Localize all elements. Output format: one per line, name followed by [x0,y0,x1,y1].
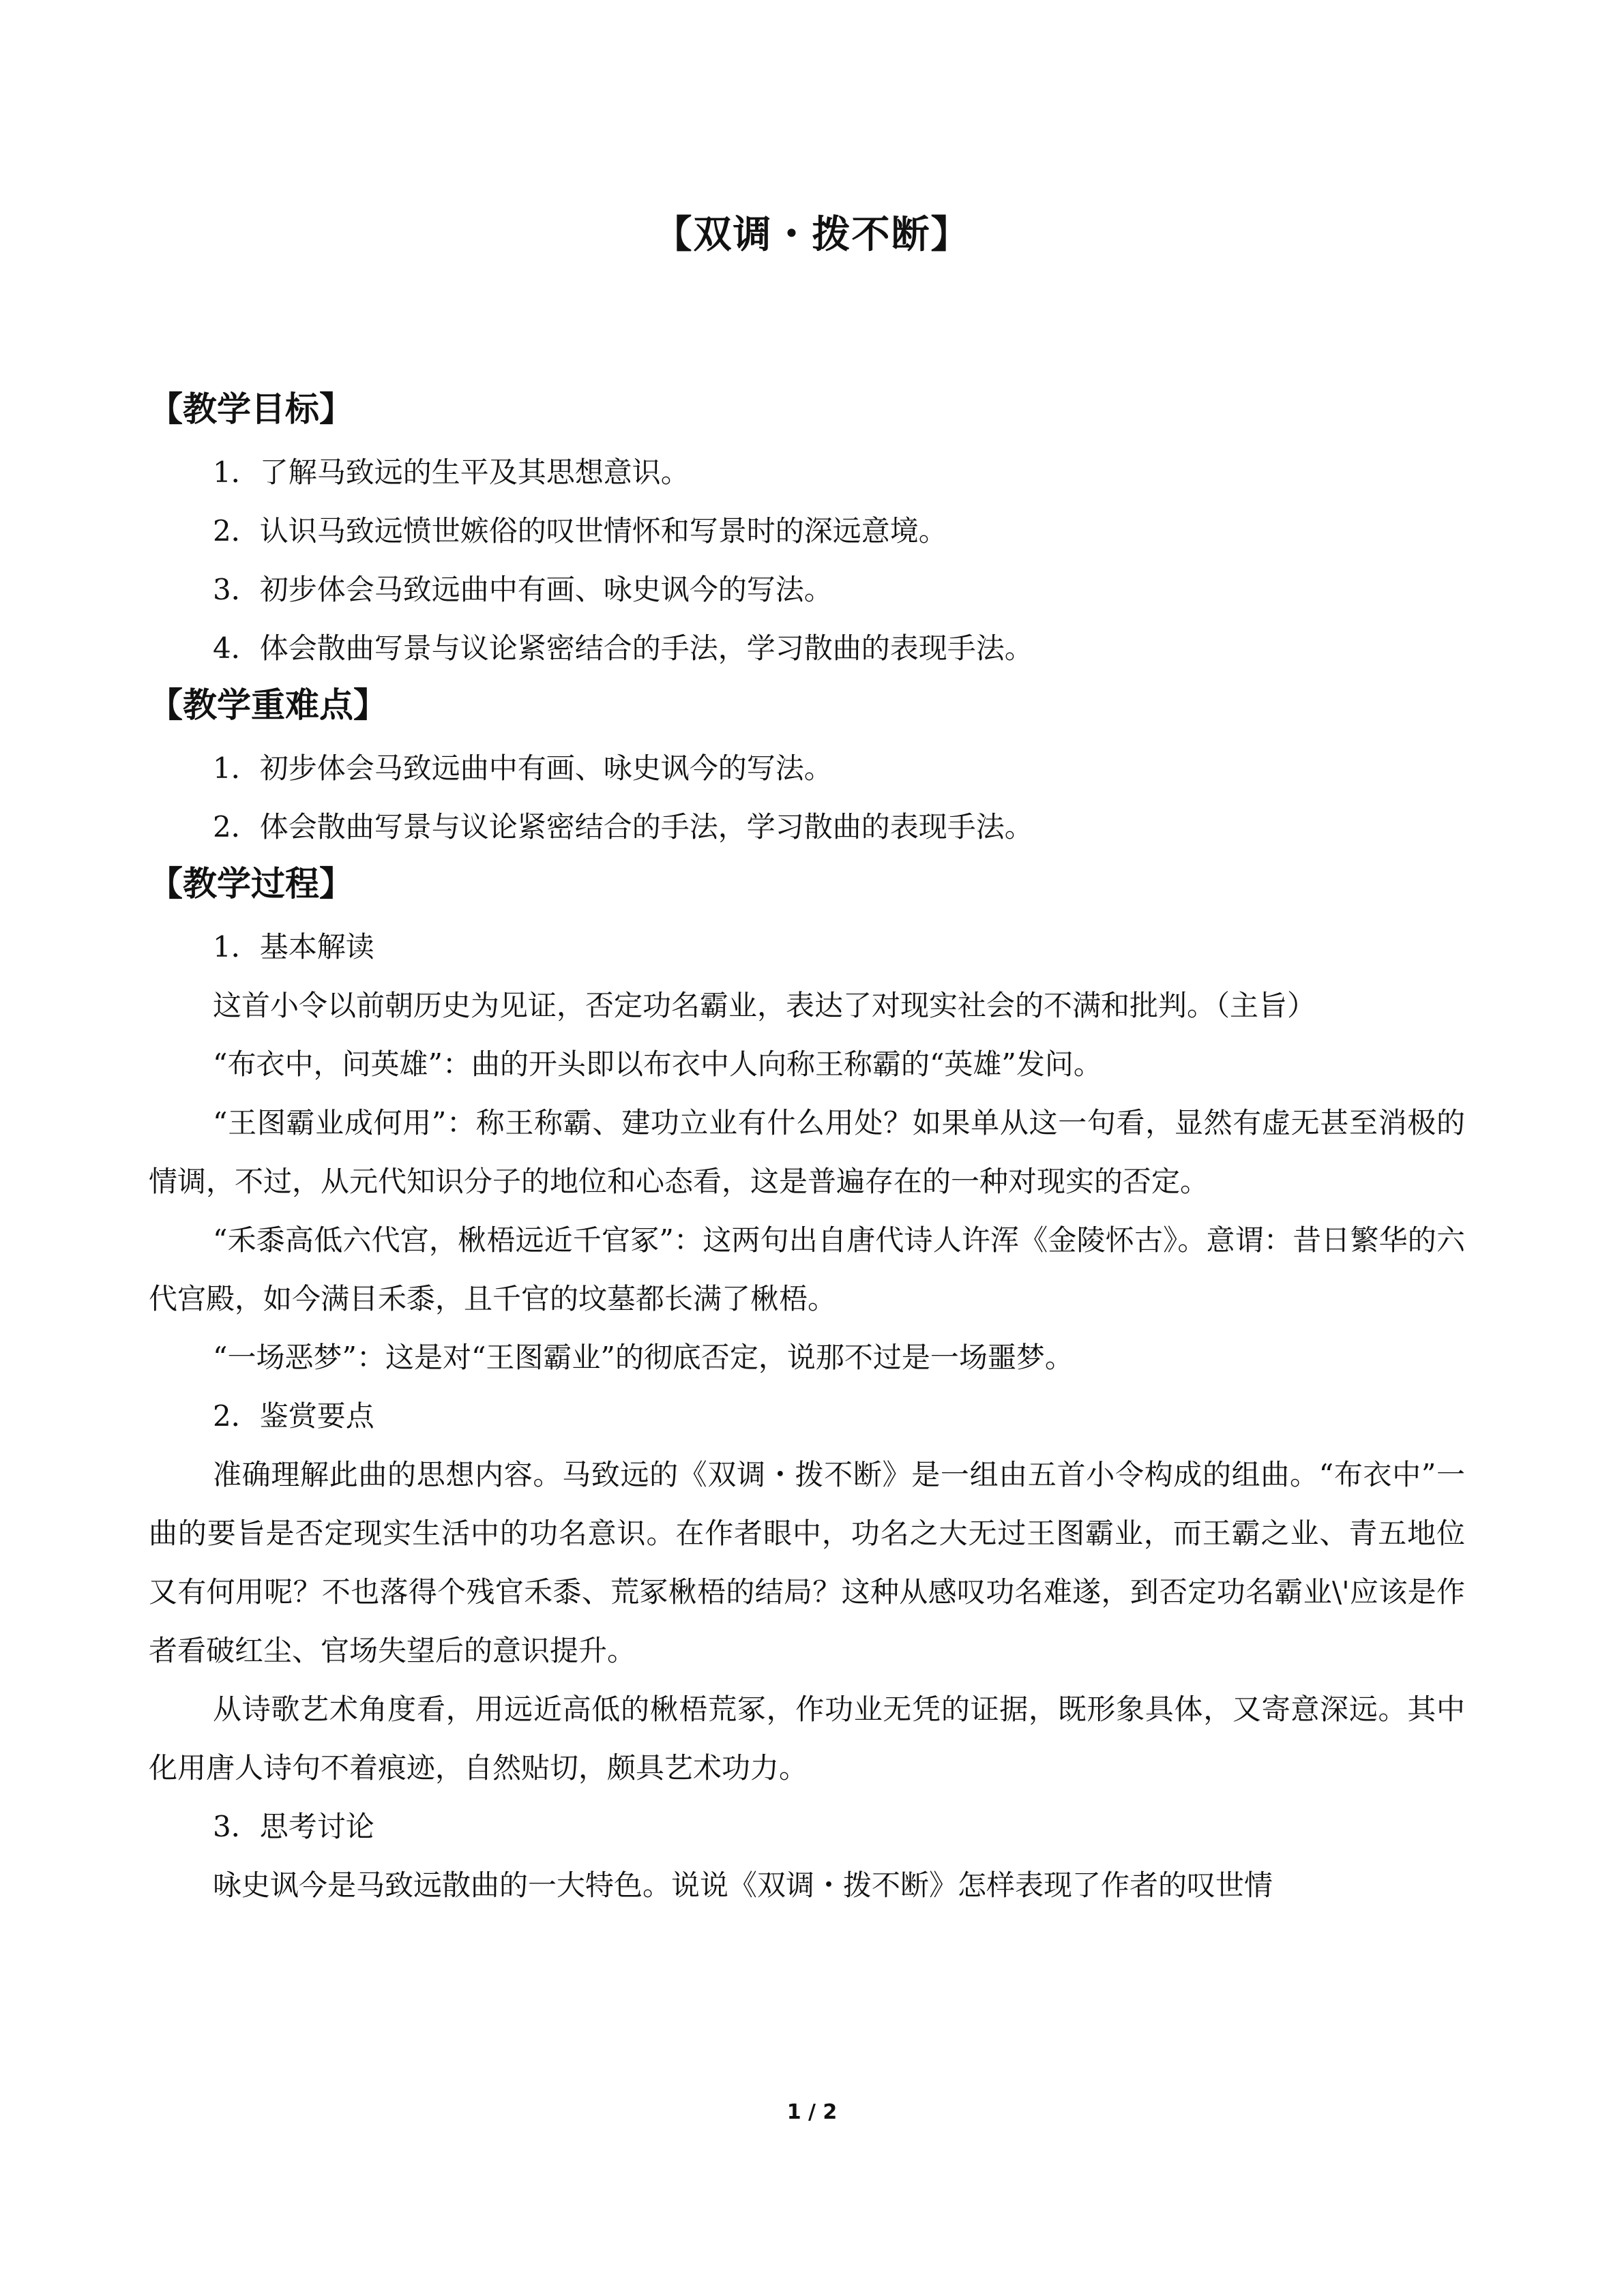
key-point-item: 2．体会散曲写景与议论紧密结合的手法，学习散曲的表现手法。 [213,810,1033,844]
key-point-item: 1．初步体会马致远曲中有画、咏史讽今的写法。 [213,751,833,785]
paragraph: “王图霸业成何用”：称王称霸、建功立业有什么用处？如果单从这一句看，显然有虚无甚至消极的情调，不过，从元代知识分子的地位和心态看，这是普遍存在的一种对现实的否定。 [149,1106,1465,1198]
subsection-title-appreciation: 2．鉴赏要点 [213,1399,374,1433]
paragraph: 咏史讽今是马致远散曲的一大特色。说说《双调・拨不断》怎样表现了作者的叹世情 [213,1868,1273,1902]
subsection-title-discussion: 3．思考讨论 [213,1810,374,1843]
goal-item: 1．了解马致远的生平及其思想意识。 [213,456,690,489]
paragraph: “禾黍高低六代宫，楸梧远近千官冢”：这两句出自唐代诗人许浑《金陵怀古》。意谓：昔日繁华的六代宫殿，如今满目禾黍，且千官的坟墓都长满了楸梧。 [149,1223,1465,1315]
page-number: 1 / 2 [786,2100,838,2124]
paragraph: 从诗歌艺术角度看，用远近高低的楸梧荒冢，作功业无凭的证据，既形象具体，又寄意深远。其中化用唐人诗句不着痕迹，自然贴切，颇具艺术功力。 [149,1693,1465,1785]
document-body [149,382,1465,1915]
document-title: 【双调・拨不断】 [653,213,971,257]
subsection-title-basic-reading: 1．基本解读 [213,930,374,964]
goal-item: 2．认识马致远愤世嫉俗的叹世情怀和写景时的深远意境。 [213,514,947,548]
paragraph: 这首小令以前朝历史为见证，否定功名霸业，表达了对现实社会的不满和批判。（主旨） [213,989,1316,1022]
section-heading-process: 【教学过程】 [149,864,353,904]
goal-item: 4．体会散曲写景与议论紧密结合的手法，学习散曲的表现手法。 [213,631,1033,665]
paragraph: 准确理解此曲的思想内容。马致远的《双调・拨不断》是一组由五首小令构成的组曲。“布衣中”一曲的要旨是否定现实生活中的功名意识。在作者眼中，功名之大无过王图霸业，而王霸之业、青五地位又有何用呢？不也落得个残官禾黍、荒冢楸梧的结局？这种从感叹功名难遂，到否定功名霸业\'应该是作者看破红尘、官场失望后的意识提升。 [149,1458,1465,1667]
section-heading-key-points: 【教学重难点】 [149,685,387,725]
section-heading-goals: 【教学目标】 [149,389,353,429]
paragraph: “布衣中，问英雄”：曲的开头即以布衣中人向称王称霸的“英雄”发问。 [213,1047,1102,1081]
goal-item: 3．初步体会马致远曲中有画、咏史讽今的写法。 [213,573,833,606]
paragraph: “一场恶梦”：这是对“王图霸业”的彻底否定，说那不过是一场噩梦。 [213,1341,1074,1374]
